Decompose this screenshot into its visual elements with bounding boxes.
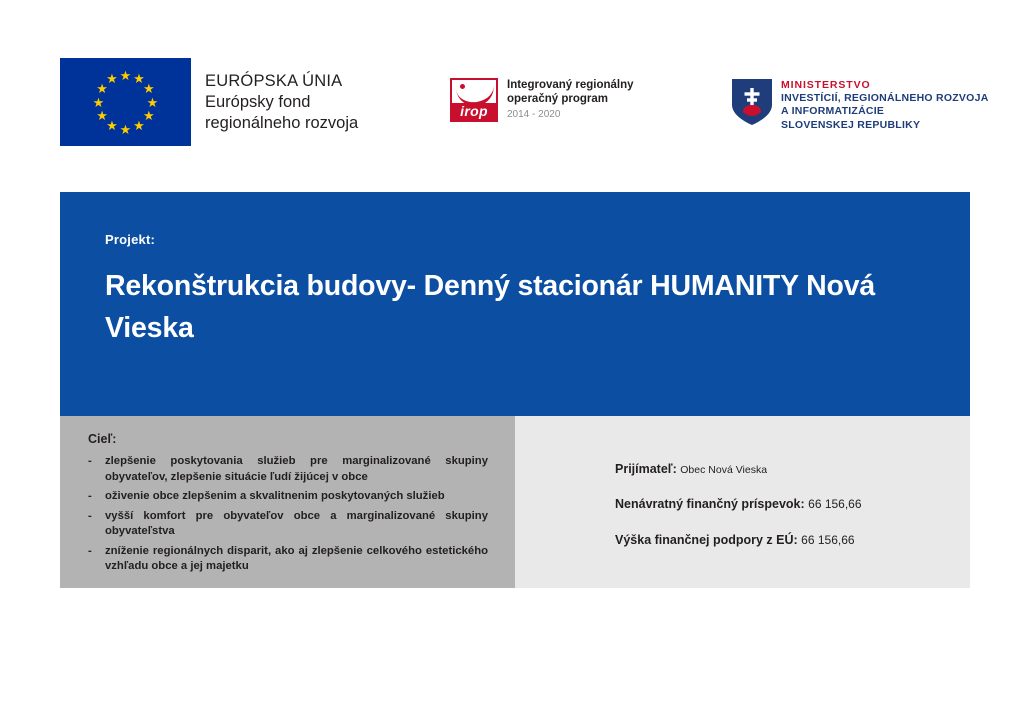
irop-dot-icon	[460, 84, 465, 89]
goal-list-item: - oživenie obce zlepšenim a skvalitnenim poskytovaných služieb	[88, 489, 488, 505]
fact-recipient-label: Prijímateľ:	[615, 462, 677, 476]
fact-grant-label: Nenávratný finančný príspevok:	[615, 497, 805, 511]
fact-eu-support-label: Výška finančnej podpory z EÚ:	[615, 533, 798, 547]
logo-strip	[60, 55, 989, 155]
fact-grant	[615, 497, 862, 511]
goal-list-item: - zlepšenie poskytovania služieb pre marginalizované skupiny obyvateľov, zlepšenie situácie ľudí žijúcej v obce	[88, 455, 488, 483]
eu-text-line3: regionálneho rozvoja	[205, 113, 359, 132]
goal-bullet: -	[88, 455, 92, 467]
eu-star-icon: ★	[119, 121, 132, 137]
eu-logo	[60, 58, 358, 146]
eu-star-icon: ★	[106, 71, 118, 87]
eu-text-line1: EURÓPSKA ÚNIA	[205, 71, 343, 90]
project-title-band	[60, 192, 970, 416]
eu-text-line2: Európsky fond	[205, 92, 311, 111]
fact-eu-support-value: 66 156,66	[801, 533, 855, 547]
eu-star-icon: ★	[143, 81, 155, 96]
eu-star-icon: ★	[96, 81, 108, 96]
goal-list-item: - zníženie regionálnych disparit, ako aj zlepšenie celkového estetického vzhľadu obce a jej majetku	[88, 544, 488, 572]
irop-wordmark: irop	[460, 103, 488, 119]
ministry-text-line3: A INFORMATIZÁCIE	[781, 105, 885, 118]
eu-star-icon: ★	[143, 108, 155, 123]
eu-star-icon: ★	[146, 94, 159, 110]
slovak-coat-of-arms-icon	[732, 79, 772, 125]
info-band	[60, 416, 970, 588]
irop-logo-text	[507, 78, 634, 122]
fact-recipient	[615, 462, 767, 476]
ministry-text-line4: SLOVENSKEJ REPUBLIKY	[781, 118, 921, 131]
eu-logo-text	[205, 71, 358, 134]
goal-title: Cieľ:	[88, 432, 117, 446]
eu-star-icon: ★	[92, 94, 105, 110]
irop-logo	[450, 78, 634, 122]
ministry-text-line2: INVESTÍCIÍ, REGIONÁLNEHO ROZVOJA	[781, 92, 989, 105]
eu-flag-icon	[60, 58, 191, 146]
irop-years: 2014 - 2020	[507, 109, 561, 120]
fact-recipient-value: Obec Nová Vieska	[680, 464, 768, 476]
ministry-logo	[732, 79, 989, 132]
eu-star-icon: ★	[96, 108, 108, 123]
irop-text-line1: Integrovaný regionálny	[507, 79, 634, 91]
eu-star-icon: ★	[119, 67, 132, 83]
fact-grant-value: 66 156,66	[808, 497, 862, 511]
goal-panel	[60, 416, 515, 588]
eu-star-icon: ★	[133, 117, 145, 133]
goal-list	[88, 454, 488, 579]
goal-bullet: -	[88, 490, 92, 502]
ministry-text-line1: MINISTERSTVO	[781, 79, 871, 91]
eu-star-icon: ★	[106, 117, 118, 133]
goal-bullet: -	[88, 544, 92, 557]
goal-list-item: - vyšší komfort pre obyvateľov obce a marginalizované skupiny obyvateľstva	[88, 509, 488, 537]
facts-panel	[515, 416, 970, 588]
ministry-logo-text	[781, 79, 989, 132]
irop-text-line2: operačný program	[507, 93, 608, 105]
eu-star-icon: ★	[133, 71, 145, 87]
goal-bullet: -	[88, 509, 92, 522]
project-label: Projekt:	[105, 232, 156, 247]
fact-eu-support	[615, 533, 855, 547]
project-title: Rekonštrukcia budovy- Denný stacionár HUMANITY Nová Vieska	[105, 270, 876, 344]
irop-mark-icon	[450, 78, 498, 122]
